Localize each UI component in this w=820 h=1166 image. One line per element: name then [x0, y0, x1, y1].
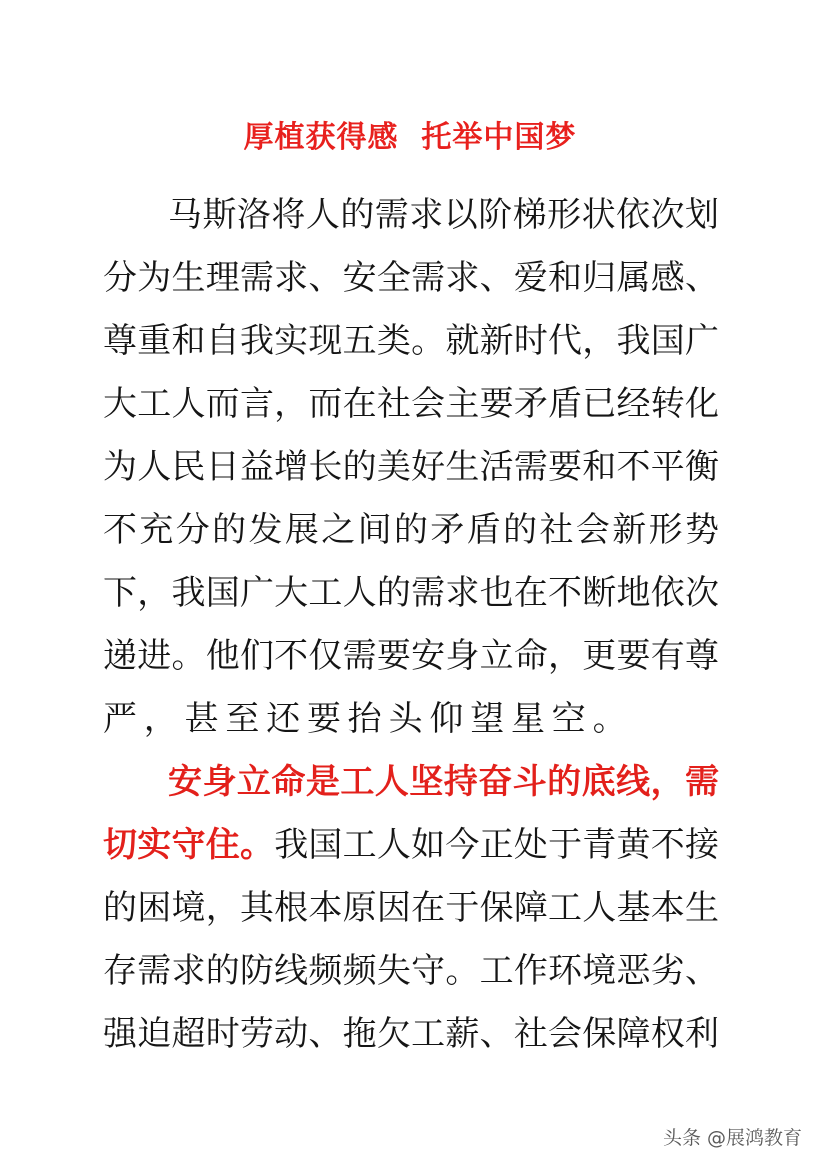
paragraph-line: 存需求的防线频频失守。工作环境恶劣、 [103, 951, 719, 991]
paragraph-line: 大工人而言，而在社会主要矛盾已经转化 [103, 384, 719, 424]
document-title: 厚植获得感 托举中国梦 [243, 120, 577, 155]
paragraph-line: 尊重和自我实现五类。就新时代，我国广 [103, 321, 719, 361]
paragraph-line: 下，我国广大工人的需求也在不断地依次 [103, 573, 719, 613]
paragraph-line: 严，甚至还要抬头仰望星空。 [103, 699, 634, 739]
paragraph-text: 我国工人如今正处于青黄不接 [274, 825, 720, 865]
source-watermark: 头条 @展鸿教育 [662, 1127, 802, 1149]
paragraph-line: 为人民日益增长的美好生活需要和不平衡 [103, 447, 719, 487]
paragraph-line: 分为生理需求、安全需求、爱和归属感、 [103, 258, 719, 298]
emphasis-text: 切实守住。 [103, 825, 275, 865]
paragraph-line: 递进。他们不仅需要安身立命，更要有尊 [103, 636, 719, 676]
paragraph-line: 不充分的发展之间的矛盾的社会新形势 [103, 510, 719, 550]
emphasis-line: 安身立命是工人坚持奋斗的底线，需 [168, 762, 719, 802]
paragraph-line [103, 820, 719, 870]
paragraph-line: 的困境，其根本原因在于保障工人基本生 [103, 888, 719, 928]
paragraph-line: 马斯洛将人的需求以阶梯形状依次划 [168, 195, 719, 235]
paragraph-line: 强迫超时劳动、拖欠工薪、社会保障权利 [103, 1014, 719, 1054]
